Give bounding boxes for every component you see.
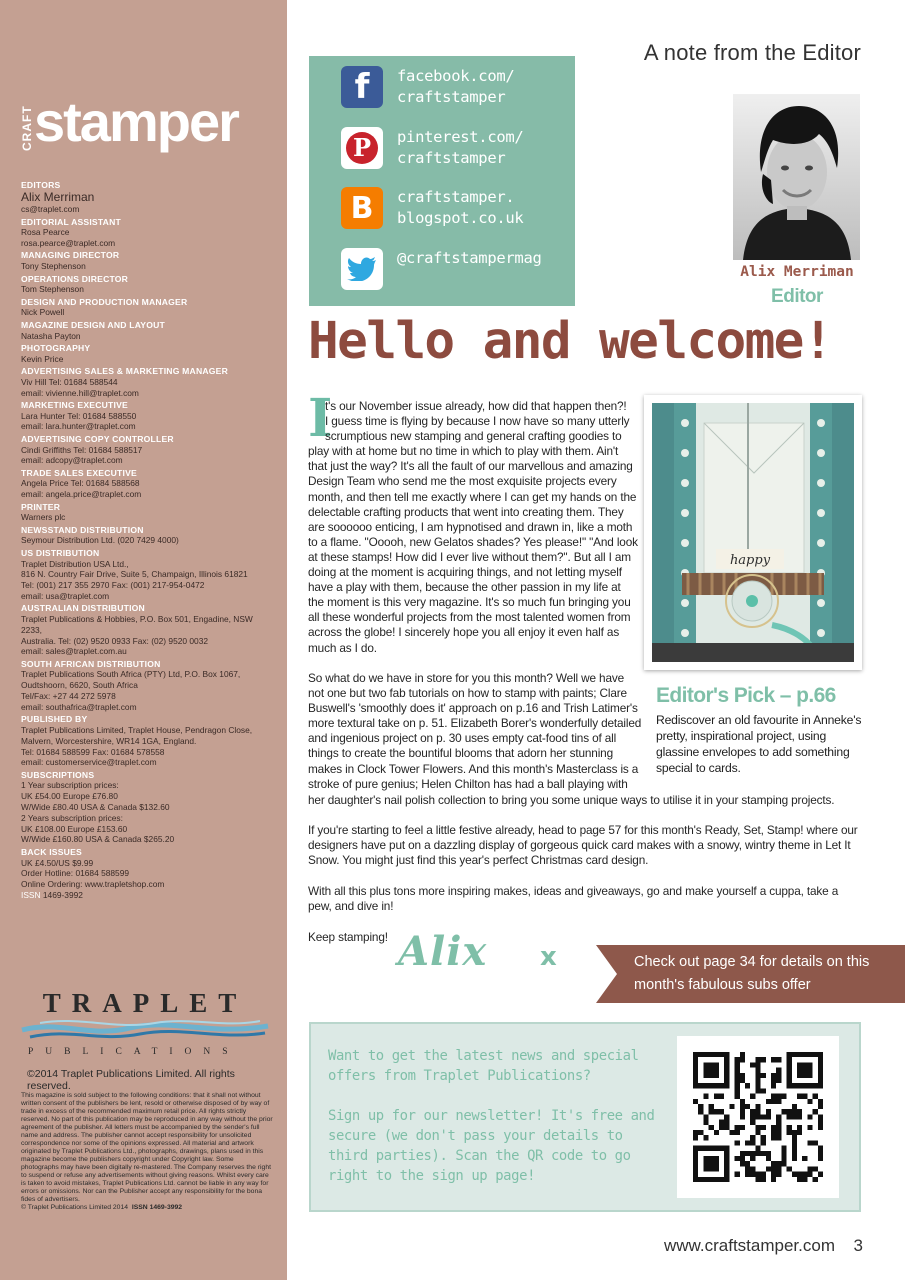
credit-heading: MAGAZINE DESIGN AND LAYOUT <box>21 319 165 330</box>
article-line: the moment is this very magazine. It's so much fun bringing you <box>308 595 631 610</box>
credit-heading: AUSTRALIAN DISTRIBUTION <box>21 603 145 614</box>
article-line: to a flame. "Ooooh, new Gelatos shades? Yes please!" "And look <box>308 534 638 549</box>
credit-line: Viv Hill Tel: 01684 588544 <box>21 376 118 387</box>
credit-name: Alix Merriman <box>21 190 95 205</box>
twitter-link[interactable]: @craftstampermag <box>341 248 542 290</box>
credit-line: email: vivienne.hill@traplet.com <box>21 387 139 398</box>
blogger-icon: B <box>341 187 383 229</box>
credit-heading: PHOTOGRAPHY <box>21 342 91 353</box>
section-title: A note from the Editor <box>643 40 861 65</box>
article-line: scrumptious new stamping and general crafting goodies to <box>325 429 622 444</box>
waves-icon <box>20 1018 270 1042</box>
signature-kiss: x <box>540 942 557 972</box>
credit-line: W/Wide £160.80 USA & Canada $265.20 <box>21 834 175 845</box>
credit-heading: SUBSCRIPTIONS <box>21 769 95 780</box>
credit-line: Cindi Griffiths Tel: 01684 588517 <box>21 444 143 455</box>
editors-pick-text: Rediscover an old favourite in Anneke's pretty, inspirational project, using glassine envelopes to add something special to cards. <box>656 713 862 775</box>
article-line: things to create the bountiful blooms that adorn her stunning <box>308 746 613 761</box>
credit-line: W/Wide £80.40 USA & Canada $132.60 <box>21 802 170 813</box>
credit-line: Kevin Price <box>21 353 64 364</box>
drop-cap: I <box>308 388 333 449</box>
credit-heading: ADVERTISING COPY CONTROLLER <box>21 433 174 444</box>
article-line: all these wonderful projects from the most talented women from <box>308 610 631 625</box>
credit-line: Online Ordering: www.trapletshop.com <box>21 879 165 890</box>
credit-line: Traplet Publications & Hobbies, P.O. Box 501, Engadine, NSW 2233, <box>21 613 253 635</box>
masthead-sidebar: CRAFT stamper EDITORS Alix Merriman cs@traplet.com EDITORIAL ASSISTANT Rosa Pearce rosa.pearce@traplet.com MANAGING DIRECTOR Tony Stephenson OPERATIONS DIRECTOR Tom Stephenson DESIGN AND PRODUCTION MANAGER Nick Powell MAGAZINE DESIGN AND LAYOUT Natasha Payton PHOTOGRAPHY Kevin Price ADVERTISING SALES & MARKETING MANAGER Viv Hill Tel: 01684 588544 email: vivienne.hill@traplet.com MARKETING EXECUTIVE Lara Hunter Tel: 01684 588550 email: lara.hunter@traplet.com ADVERTISING COPY CONTROLLER Cindi Griffiths Tel: 01684 588517 email: adcopy@traplet.com TRADE SALES EXECUTIVE Angela Price Tel: 01684 588568 email: angela.price@traplet.com PRINTER Warners plc NEWSSTAND DISTRIBUTION Seymour Distribution Ltd. (020 7429 4000) US DISTRIBUTION Traplet Distribution USA Ltd., 816 N. Country Fair Drive, Suite 5, Champaign, Illinois 61821 Tel: (001) 217 355 2970 Fax: (001) 217-954-0472 email: usa@traplet.com AUSTRALIAN DISTRIBUTION Traplet Publications & Hobbies, P.O. Box 501, Engadine, NSW 2233, Australia. Tel: (02) 9520 0933 Fax: (02) 9520 0032 email: sales@traplet.com.au SOUTH AFRICAN DISTRIBUTION Traplet Publications South Africa (PTY) Ltd, P.O. Box 1067, Oudtshoorn, 6620, South Africa Tel/Fax: +27 44 272 5978 email: southafrica@traplet.com PUBLISHED BY Traplet Publications Limited, Traplet House, Pendragon Close, Malvern, Worcestershire, WR14 1GA, England. Tel: 01684 588599 Fax: 01684 578558 email: customerservice@traplet.com SUBSCRIPTIONS 1 Year subscription prices: UK £54.00 Europe £76.80 W/Wide £80.40 USA & Canada $132.60 2 Years subscription prices: UK £108.00 Europe £153.60 W/Wide £160.80 USA & Canada $265.20 BACK ISSUES UK £4.50/US $9.99 Order Hotline: 01684 588599 Online Ordering: www.trapletshop.com ISSN 1469-3992 TRAPLET PUBLICATIONS ©2014 Traplet Publications Limited. All rights reserved. This magazine is sold subject to the following conditions: that it shall not without written consent of the publishers be lent, resold or otherwise disposed of by way of trade in excess of the recommended maximum retail price. All rights strictly reserved. No part of this publication may be reproduced in any way without the prior agreement of the publisher. All letters must be accompanied by the sender's full name and address. The publisher cannot accept responsibility for unsolicited correspondence nor some of the opinions expressed. All material and artwork originated by Traplet Publications Ltd., photographs, drawings, plans used in this magazine become the publishers copyright under Copyright law. Some photographs may have been digitally re-mastered. The Company reserves the right to suspend or refuse any advertisements without giving reasons. Whilst every care is taken to avoid mistakes, Traplet Publications Ltd. cannot be liable in any way for errors or omissions. Nor can the Publisher accept any responsibility for the bona fides of advertisers. © Traplet Publications Limited 2014 ISSN 1469-3992 <box>0 0 287 1280</box>
article-line: are soooooo enticing, I am hypnotised and drawn in, like a moth <box>308 519 633 534</box>
facebook-link[interactable]: f facebook.com/ craftstamper <box>341 66 514 108</box>
article-paragraph-3: If you're starting to feel a little festive already, head to page 57 for this month's Ready, Set, Stamp! where our designers have put on a dazzling display of gorgeous quick card makes with a snowy, wintry theme in Let It Snow. You might just find this year's perfect Christmas card design. <box>308 823 858 868</box>
credit-line: Australia. Tel: (02) 9520 0933 Fax: (02) 9520 0032 <box>21 635 209 646</box>
credit-line: email: angela.price@traplet.com <box>21 489 142 500</box>
credit-line: email: adcopy@traplet.com <box>21 455 123 466</box>
editors-pick-photo <box>644 395 862 670</box>
article-line: much as I do. <box>308 640 377 655</box>
credit-heading: TRADE SALES EXECUTIVE <box>21 467 137 478</box>
page-number: 3 <box>853 1236 863 1255</box>
credit-heading: PRINTER <box>21 501 61 512</box>
editor-photo <box>733 94 860 260</box>
article-paragraph-2-tail: her daughter's nail polish collection to bring you some unique ways to utilise it in your stamping projects. <box>308 793 835 807</box>
article-line: at these stamps! How did I ever live without them?". But all I am <box>308 549 631 564</box>
credit-heading: MANAGING DIRECTOR <box>21 250 120 261</box>
article-line: that just the way? It's all the fault of our marvellous and amazing <box>308 459 633 474</box>
article-line: Design Team who send me the most exquisite projects every <box>308 474 617 489</box>
newsletter-intro: Want to get the latest news and special offers from Traplet Publications? <box>328 1048 639 1084</box>
editors-pick-title: Editor's Pick – p.66 <box>656 684 836 707</box>
article-line: t's our November issue already, how did that happen then?! <box>325 399 627 413</box>
credit-line: UK £54.00 Europe £76.80 <box>21 791 118 802</box>
article-line: have a play with them, because the other passion in my life at <box>308 580 621 595</box>
credit-line: UK £4.50/US $9.99 <box>21 857 94 868</box>
legal-notice: This magazine is sold subject to the following conditions: that it shall not without written consent of the publishers be lent, resold or otherwise disposed of by way of trade in excess of the recommended maximum retail price. All rights strictly reserved. No part of this publication may be reproduced in any way without the prior agreement of the publisher. All letters must be accompanied by the sender's full name and address. The publisher cannot accept responsibility for unsolicited correspondence nor some of the opinions expressed. All material and artwork originated by Traplet Publications Ltd., photographs, drawings, plans used in this magazine become the publishers copyright under Copyright law. Some photographs may have been digitally re-mastered. The Company reserves the right to suspend or refuse any advertisements without giving reasons. Whilst every care is taken to avoid mistakes, Traplet Publications Ltd. cannot be liable in any way for errors or omissions. Nor can the Publisher accept any responsibility for the bona fides of advertisers. © Traplet Publications Limited 2014 ISSN 1469-3992 <box>21 1092 273 1211</box>
article-line: stroke of pure genius; Helen Chilton has had a ball playing with <box>308 776 628 791</box>
pinterest-link[interactable]: P pinterest.com/ craftstamper <box>341 127 523 169</box>
staff-credits <box>21 178 276 901</box>
credit-line: email: southafrica@traplet.com <box>21 701 137 712</box>
editor-signature: Alix <box>398 928 488 975</box>
credit-heading: MARKETING EXECUTIVE <box>21 399 128 410</box>
article-line: doing at the moment is acquiring things, and not letting myself <box>308 565 622 580</box>
credit-heading: DESIGN AND PRODUCTION MANAGER <box>21 296 188 307</box>
credit-line: email: usa@traplet.com <box>21 590 110 601</box>
editor-role: Editor <box>771 286 823 307</box>
credit-line: Angela Price Tel: 01684 588568 <box>21 478 140 489</box>
credit-line: rosa.pearce@traplet.com <box>21 238 116 249</box>
credit-line: ISSN 1469-3992 <box>21 889 83 900</box>
credit-line: Tel: 01684 588599 Fax: 01684 578558 <box>21 746 165 757</box>
credit-line: email: sales@traplet.com.au <box>21 646 127 657</box>
article-line: I guess time is flying by because I now have so many utterly <box>325 414 630 429</box>
credit-line: Traplet Publications Limited, Traplet House, Pendragon Close, <box>21 724 253 735</box>
article-paragraph-4: With all this plus tons more inspiring makes, ideas and giveaways, go and make yourself a cuppa, take a pew, and dive in! <box>308 884 839 914</box>
credit-heading: US DISTRIBUTION <box>21 547 100 558</box>
credit-line: Malvern, Worcestershire, WR14 1GA, England. <box>21 735 197 746</box>
credit-heading: OPERATIONS DIRECTOR <box>21 273 129 284</box>
article-paragraph-1 <box>308 399 638 656</box>
qr-code-icon <box>693 1052 823 1182</box>
article-line: delectable crafting products that went into creating them. They <box>308 504 624 519</box>
sign-off: Keep stamping! <box>308 930 388 944</box>
credit-heading: EDITORIAL ASSISTANT <box>21 216 121 227</box>
credit-line: 816 N. Country Fair Drive, Suite 5, Champaign, Illinois 61821 <box>21 569 248 580</box>
credit-heading: NEWSSTAND DISTRIBUTION <box>21 524 144 535</box>
traplet-publications-logo: TRAPLET PUBLICATIONS <box>20 988 270 1060</box>
twitter-icon <box>341 248 383 290</box>
credit-line: cs@traplet.com <box>21 204 80 215</box>
article-line: makes in Clock Tower Flowers. And this month's Masterclass is a <box>308 761 639 776</box>
facebook-icon: f <box>341 66 383 108</box>
social-links-box <box>309 56 575 306</box>
credit-heading: EDITORS <box>21 179 61 190</box>
credit-heading: PUBLISHED BY <box>21 714 88 725</box>
blogger-link[interactable]: B craftstamper. blogspot.co.uk <box>341 187 523 229</box>
credit-line: Rosa Pearce <box>21 227 70 238</box>
article-line: play with at home but no time in which to play with them. Ain't <box>308 444 619 459</box>
credit-line: Tom Stephenson <box>21 284 84 295</box>
article-paragraph-2 <box>308 671 642 792</box>
credit-heading: BACK ISSUES <box>21 846 82 857</box>
newsletter-qr-code[interactable] <box>677 1036 839 1198</box>
article-line: and ingenious project on p. 30 uses empty cat-food tins of all <box>308 731 617 746</box>
credit-line: 2 Years subscription prices: <box>21 812 123 823</box>
credit-line: Traplet Publications South Africa (PTY) Ltd, P.O. Box 1067, <box>21 669 241 680</box>
copyright-notice: ©2014 Traplet Publications Limited. All rights reserved. <box>27 1068 235 1092</box>
credit-line: Seymour Distribution Ltd. (020 7429 4000) <box>21 535 179 546</box>
footer-url[interactable]: www.craftstamper.com <box>664 1236 835 1255</box>
credit-line: email: customerservice@traplet.com <box>21 757 157 768</box>
article-line: month, and then tell me exactly where I can get my hands on the <box>308 489 637 504</box>
credit-line: UK £108.00 Europe £153.60 <box>21 823 128 834</box>
article-line: not one but two fab tutorials on how to stamp with paints; Clare <box>308 686 627 701</box>
credit-line: 1 Year subscription prices: <box>21 780 119 791</box>
page-headline: Hello and welcome! <box>308 312 832 371</box>
article-line: across the globe! I sincerely hope you all enjoy it even half as <box>308 625 620 640</box>
credit-line: email: lara.hunter@traplet.com <box>21 421 136 432</box>
credit-line: Lara Hunter Tel: 01684 588550 <box>21 410 137 421</box>
editor-name: Alix Merriman <box>740 264 854 280</box>
credit-line: Tony Stephenson <box>21 261 86 272</box>
credit-line: Oudtshoorn, 6620, South Africa <box>21 680 138 691</box>
credit-heading: ADVERTISING SALES & MARKETING MANAGER <box>21 365 228 376</box>
credit-line: Warners plc <box>21 512 66 523</box>
credit-line: Traplet Distribution USA Ltd., <box>21 558 129 569</box>
credit-line: Tel: (001) 217 355 2970 Fax: (001) 217-954-0472 <box>21 580 205 591</box>
credit-heading: SOUTH AFRICAN DISTRIBUTION <box>21 658 161 669</box>
card-image <box>652 403 854 662</box>
credit-line: Tel/Fax: +27 44 272 5978 <box>21 691 116 702</box>
article-line: So what do we have in store for you this month? Well we have <box>308 671 625 685</box>
article-line: more textural take on p. 51. Elizabeth Borer's wonderfully detailed <box>308 716 642 731</box>
newsletter-signup-box <box>309 1022 861 1212</box>
credit-line: Nick Powell <box>21 307 65 318</box>
credit-line: Order Hotline: 01684 588599 <box>21 868 130 879</box>
subs-offer-banner[interactable]: Check out page 34 for details on this month's fabulous subs offer <box>590 942 905 1006</box>
credit-line: Natasha Payton <box>21 330 81 341</box>
pinterest-icon: P <box>341 127 383 169</box>
card-word: happy <box>729 553 771 568</box>
newsletter-cta: Sign up for our newsletter! It's free and secure (we don't pass your details to third parties). Scan the QR code to go right to the sign up page! <box>328 1108 655 1184</box>
article-line: Buswell's 'smoothly does it' approach on p.16 and Trish Latimer's <box>308 701 638 716</box>
